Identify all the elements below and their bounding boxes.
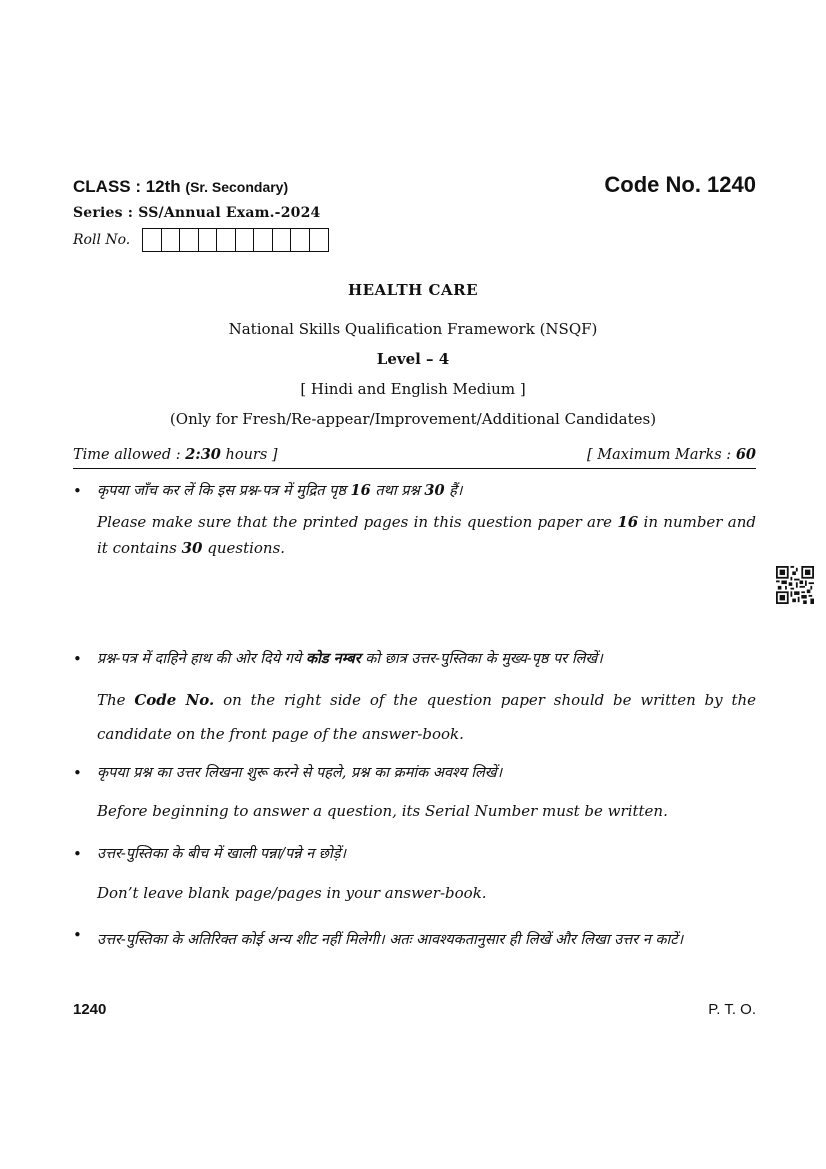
time-prefix: Time allowed : — [73, 447, 186, 463]
instruction-5-hindi: उत्तर-पुस्तिका के अतिरिक्त कोई अन्य शीट नहीं मिलेगी। अतः आवश्यकतानुसार ही लिखें और लिखा उत्तर न काटें। — [97, 932, 684, 948]
marks-value: 60 — [735, 446, 756, 463]
footer-code: 1240 — [73, 1001, 107, 1018]
text-part: 16 — [617, 513, 639, 531]
medium-line: [ Hindi and English Medium ] — [300, 380, 526, 398]
roll-box[interactable] — [291, 229, 310, 251]
text-part: 30 — [181, 539, 203, 557]
roll-box[interactable] — [162, 229, 181, 251]
footer-pto: P. T. O. — [708, 1001, 756, 1018]
instruction-2-english — [97, 683, 756, 751]
series-line: Series : SS/Annual Exam.-2024 — [73, 205, 321, 221]
text-part: on the right side of the question paper should be written by the candidate on the front page of the answer-book. — [97, 691, 757, 743]
text-part: Code No. — [134, 691, 215, 709]
marks-prefix: [ Maximum Marks : — [587, 447, 736, 463]
text-part: तथा प्रश्न — [370, 483, 425, 499]
roll-no-boxes — [142, 228, 329, 252]
instruction-3-english: Before beginning to answer a question, its Serial Number must be written. — [97, 802, 668, 820]
text-part: The — [97, 691, 135, 709]
divider — [73, 468, 756, 469]
bullet-icon: • — [73, 845, 82, 863]
roll-box[interactable] — [180, 229, 199, 251]
bullet-icon: • — [73, 764, 82, 782]
time-suffix: hours ] — [220, 447, 278, 463]
bullet-icon: • — [73, 482, 82, 500]
instruction-1-hindi — [97, 480, 757, 500]
text-part: हैं। — [444, 483, 463, 499]
bullet-icon: • — [73, 926, 82, 944]
subject-title: HEALTH CARE — [347, 281, 479, 299]
text-part: 16 — [350, 482, 371, 499]
instruction-3-hindi: कृपया प्रश्न का उत्तर लिखना शुरू करने से पहले, प्रश्न का क्रमांक अवश्य लिखें। — [97, 765, 503, 781]
roll-box[interactable] — [199, 229, 218, 251]
bullet-icon: • — [73, 650, 82, 668]
instruction-4-english: Don’t leave blank page/pages in your answer-book. — [97, 884, 487, 902]
roll-box[interactable] — [217, 229, 236, 251]
class-line — [73, 177, 288, 197]
text-part: Please make sure that the printed pages in this question paper are — [97, 513, 618, 531]
text-part: 30 — [424, 482, 445, 499]
roll-box[interactable] — [310, 229, 329, 251]
instruction-2-hindi — [97, 648, 757, 668]
roll-box[interactable] — [273, 229, 292, 251]
text-part: प्रश्न-पत्र में दाहिने हाथ की ओर दिये गये — [97, 651, 306, 667]
text-part: in number and it contains — [97, 513, 756, 557]
text-part: कोड नम्बर — [305, 650, 361, 667]
instruction-4-hindi: उत्तर-पुस्तिका के बीच में खाली पन्ना/पन्ने न छोड़ें। — [97, 846, 346, 862]
time-allowed — [73, 446, 278, 463]
class-label: CLASS : 12th — [73, 177, 181, 196]
qr-code-icon — [776, 566, 814, 604]
candidates-line: (Only for Fresh/Re-appear/Improvement/Additional Candidates) — [169, 410, 657, 428]
roll-box[interactable] — [236, 229, 255, 251]
text-part: questions. — [202, 539, 286, 557]
level-line: Level – 4 — [376, 350, 450, 368]
roll-box[interactable] — [254, 229, 273, 251]
text-part: कृपया जाँच कर लें कि इस प्रश्न-पत्र में मुद्रित पृष्ठ — [97, 483, 351, 499]
code-number: Code No. 1240 — [604, 172, 756, 197]
roll-no-label: Roll No. — [73, 232, 131, 248]
class-sub: (Sr. Secondary) — [185, 179, 289, 195]
framework-line: National Skills Qualification Framework (NSQF) — [228, 320, 598, 338]
instruction-1-english — [97, 509, 756, 561]
text-part: को छात्र उत्तर-पुस्तिका के मुख्य-पृष्ठ पर लिखें। — [360, 651, 603, 667]
maximum-marks — [587, 446, 756, 463]
roll-box[interactable] — [143, 229, 162, 251]
time-value: 2:30 — [185, 446, 221, 463]
